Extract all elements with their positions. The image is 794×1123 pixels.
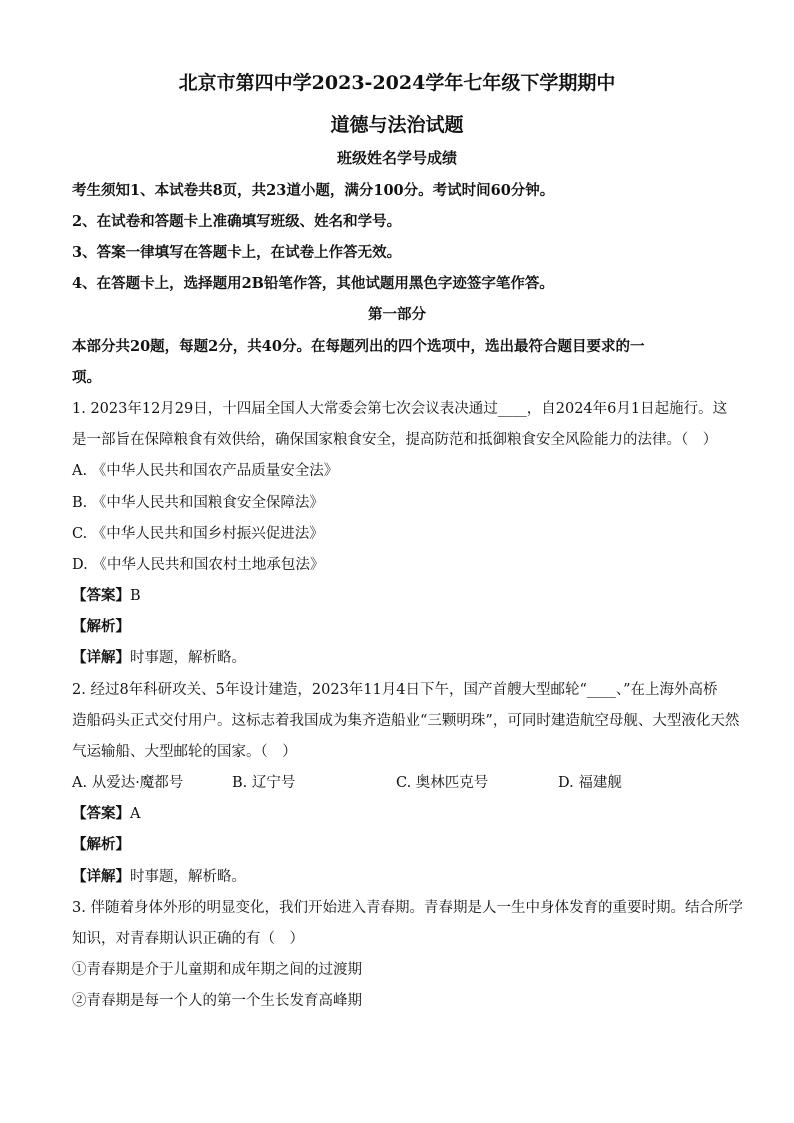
answer-label: 【答案】 [72,805,130,822]
q1-option-d: D. 《中华人民共和国农村土地承包法》 [72,557,325,573]
notice-line-1: 考生须知1、本试卷共8页，共23道小题，满分100分。考试时间60分钟。 [72,182,555,199]
q2-option-b: B. 辽宁号 [232,775,296,791]
q2-option-a: A. 从爱达·魔都号 [72,775,184,791]
q1-answer [72,586,722,606]
detail-label: 【详解】 [72,868,130,885]
q1-option-c: C. 《中华人民共和国乡村振兴促进法》 [72,526,324,542]
student-info-line: 班级姓名学号成绩 [336,149,457,167]
detail-label: 【详解】 [72,649,130,666]
q1-analysis-label: 【解析】 [72,618,130,635]
q2-answer [72,804,722,824]
q3-item-1: ①青春期是介于儿童期和成年期之间的过渡期 [72,962,362,978]
q1-option-a: A. 《中华人民共和国农产品质量安全法》 [72,463,339,479]
q1-option-b: B. 《中华人民共和国粮食安全保障法》 [72,495,324,511]
notice-line-2: 2、在试卷和答题卡上准确填写班级、姓名和学号。 [72,213,402,230]
detail-text: 时事题，解析略。 [130,869,246,885]
answer-value: A [130,806,141,822]
q2-stem-line-2: 造船码头正式交付用户。这标志着我国成为集齐造船业“三颗明珠”，可同时建造航空母舰、大型液化天然 [72,713,740,729]
q2-option-c: C. 奥林匹克号 [396,775,489,791]
answer-label: 【答案】 [72,587,130,604]
q3-stem-line-2: 知识，对青春期认识正确的有（ ） [72,931,304,947]
q2-stem-line-1: 2. 经过8年科研攻关、5年设计建造，2023年11月4日下午，国产首艘大型邮轮“____、”在上海外高桥 [72,682,718,698]
exam-title: 北京市第四中学2023-2024学年七年级下学期期中 [178,72,616,94]
q1-stem-line-1: 1. 2023年12月29日，十四届全国人大常委会第七次会议表决通过____，自2024年6月1日起施行。这 [72,401,728,417]
q2-analysis-label: 【解析】 [72,836,130,853]
part-heading: 第一部分 [368,306,426,323]
part-intro-line-2: 项。 [72,369,101,386]
answer-value: B [130,588,141,604]
q2-option-d: D. 福建舰 [558,775,622,791]
q1-stem-line-2: 是一部旨在保障粮食有效供给，确保国家粮食安全，提高防范和抵御粮食安全风险能力的法律。（ ） [72,432,718,448]
notice-line-4: 4、在答题卡上，选择题用2B铅笔作答，其他试题用黑色字迹签字笔作答。 [72,275,554,292]
part-intro-line-1: 本部分共20题，每题2分，共40分。在每题列出的四个选项中，选出最符合题目要求的一 [72,338,645,355]
q3-stem-line-1: 3. 伴随着身体外形的明显变化，我们开始进入青春期。青春期是人一生中身体发育的重要时期。结合所学 [72,900,743,916]
q1-detail [72,648,722,668]
exam-subject-title: 道德与法治试题 [330,114,464,136]
notice-line-3: 3、答案一律填写在答题卡上，在试卷上作答无效。 [72,244,402,261]
q2-detail [72,867,722,887]
q3-item-2: ②青春期是每一个人的第一个生长发育高峰期 [72,993,362,1009]
q2-stem-line-3: 气运输船、大型邮轮的国家。（ ） [72,744,297,760]
detail-text: 时事题，解析略。 [130,650,246,666]
